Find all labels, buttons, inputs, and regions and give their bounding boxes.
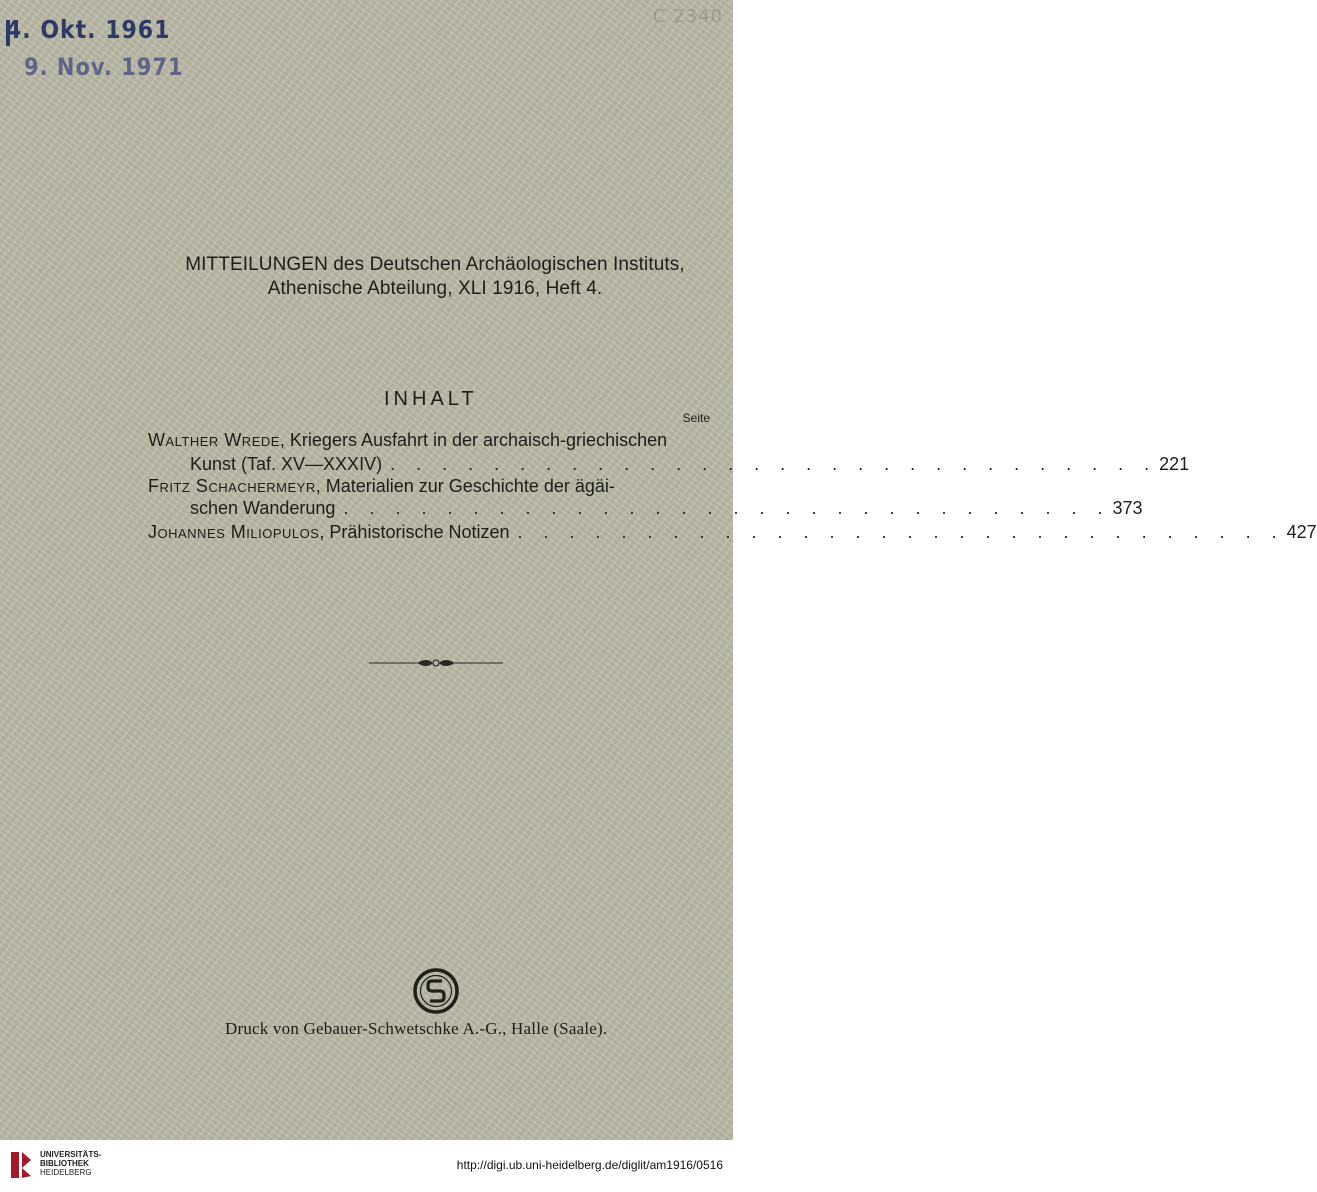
publisher-logo-icon [412,967,460,1015]
toc-title-continued: Kunst (Taf. XV—XXXIV) [190,454,383,474]
toc-leader-dots: . . . . . . . . . . . . . . . . . . . . . . . . . . . . . . [517,522,1285,542]
received-stamp-1971: 9. Nov. 1971 [24,53,184,81]
toc-page-number: 373 [1112,498,1143,518]
toc-title-continued: schen Wanderung [190,498,336,518]
toc-page-number: 427 [1286,522,1317,542]
journal-title-line2: Athenische Abteilung, XLI 1916, Heft 4. [267,278,603,299]
toc-title: , Materialien zur Geschichte der ägäi- [315,476,615,496]
toc-title: , Kriegers Ausfahrt in der archaisch-griechischen [279,430,668,450]
toc-entry-schachermeyr-line1 [148,474,711,498]
heidelberg-library-logo-icon [8,1148,34,1182]
toc-title: , Prähistorische Notizen [319,522,510,542]
page-column-label: Seite [682,411,710,425]
ornament-divider-icon [369,654,503,672]
printer-imprint: Druck von Gebauer-Schwetschke A.-G., Halle (Saale). [225,1019,608,1038]
journal-title-line1: MITTEILUNGEN des Deutschen Archäologischen Instituts, [185,254,685,275]
toc-entry-wrede-line1 [148,428,711,452]
toc-author: Walther Wrede [148,430,280,450]
contents-heading: INHALT [384,388,478,410]
toc-leader-dots: . . . . . . . . . . . . . . . . . . . . . . . . . . . . . . [390,454,1158,474]
toc-entry-miliopulos [148,520,1317,544]
permalink-url[interactable]: http://digi.ub.uni-heidelberg.de/diglit/am1916/0516 [456,1158,723,1172]
received-stamp-1961: 4. Okt. 1961 [6,16,171,45]
toc-author: Fritz Schachermeyr [148,476,316,496]
shelf-mark: C 2340 [652,6,723,27]
library-name: UNIVERSITÄTS- BIBLIOTHEK HEIDELBERG [40,1150,102,1177]
toc-page-number: 221 [1159,454,1190,474]
toc-leader-dots: . . . . . . . . . . . . . . . . . . . . . . . . . . . . . . [343,498,1111,518]
library-footer [0,1140,733,1192]
toc-author: Johannes Miliopulos [148,522,320,542]
toc-entry-schachermeyr-line2 [190,496,1143,520]
toc-entry-wrede-line2 [190,452,1190,476]
